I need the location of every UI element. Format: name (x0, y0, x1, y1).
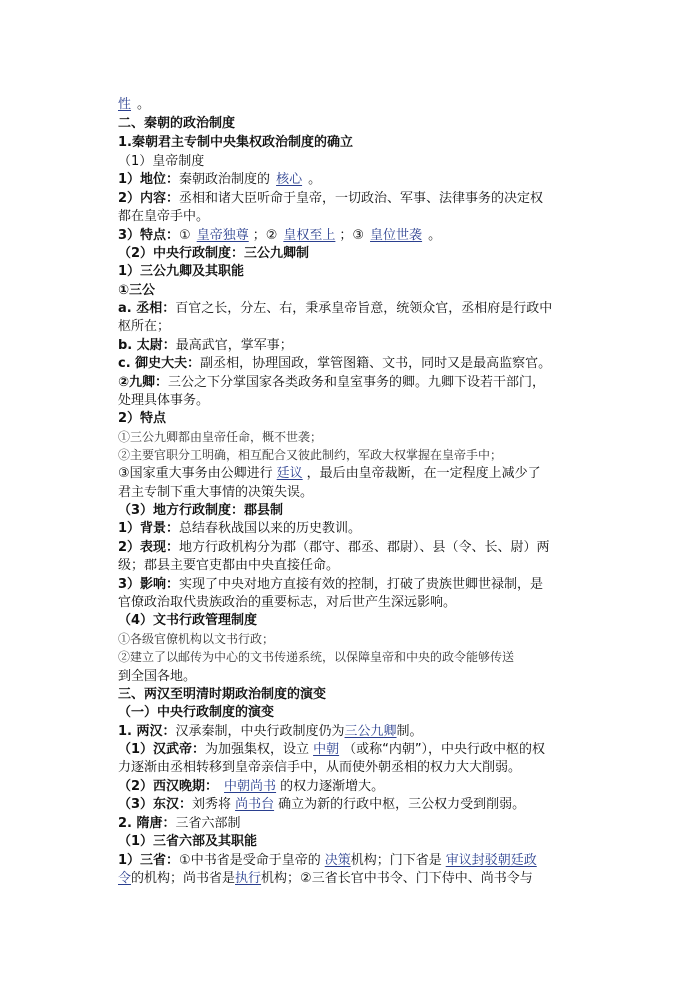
subtopic-heading: 1）三公九卿及其职能 (118, 264, 245, 279)
fill-blank: 令 (118, 871, 132, 886)
line-three-departments: 1）三省：①中书省是受命于皇帝的 决策机构；门下省是 审议封驳朝廷政 (118, 853, 537, 868)
line-impact: 3）影响：实现了中央对地方直接有效的控制，打破了贵族世卿世禄制，是 (118, 577, 544, 592)
fill-blank: 中朝 (313, 742, 340, 757)
subsection-heading: 1.秦朝君主专制中央集权政治制度的确立 (118, 135, 353, 150)
fill-blank: 皇权至上 (283, 228, 336, 243)
line-document-2: ②建立了以邮传为中心的文书传递系统，以保障皇帝和中央的政令能够传送 (118, 650, 515, 664)
line-features: 3）特点：① 皇帝独尊 ；② 皇权至上 ；③ 皇位世袭 。 (118, 228, 442, 243)
line-document-1: ①各级官僚机构以文书行政； (118, 632, 275, 646)
section-heading: 三、两汉至明清时期政治制度的演变 (118, 687, 327, 702)
fill-blank: 皇帝独尊 (196, 228, 249, 243)
line-1: 性 。 (118, 97, 151, 112)
line-jiuqing-cont: 处理具体事务。 (118, 393, 210, 408)
fill-blank: 中朝尚书 (224, 779, 277, 794)
line-manifestation-cont: 级；郡县主要官吏都由中央直接任命。 (118, 558, 340, 573)
line-yushi: c. 御史大夫：副丞相，协理国政，掌管图籍、文书，同时又是最高监察官。 (118, 356, 552, 371)
line-trait-1: ①三公九卿都由皇帝任命，概不世袭； (118, 430, 323, 444)
fill-blank: 审议封驳朝廷政 (445, 853, 537, 868)
line-late-western-han: （2）西汉晚期： 中朝尚书 的权力逐渐增大。 (118, 779, 385, 794)
subtopic-heading: ①三公 (118, 283, 156, 298)
line-han: 1. 两汉：汉承秦制，中央行政制度仍为三公九卿制。 (118, 724, 423, 739)
fill-blank: 核心 (276, 172, 303, 187)
topic-heading: （1）三省六部及其职能 (118, 834, 258, 849)
fill-blank: 决策 (324, 853, 351, 868)
line-chancellor: a. 丞相：百官之长，分左、右，秉承皇帝旨意，统领众官，丞相府是行政中 (118, 301, 553, 316)
topic-heading: （4）文书行政管理制度 (118, 613, 258, 628)
subsection-heading: （一）中央行政制度的演变 (118, 705, 275, 720)
topic-heading: （1）皇帝制度 (118, 154, 205, 169)
line-wudi: （1）汉武帝：为加强集权，设立 中朝 （或称“内朝”），中央行政中枢的权 (118, 742, 546, 757)
line-trait-3-cont: 君主专制下重大事情的决策失误。 (118, 485, 314, 500)
line-background: 1）背景：总结春秋战国以来的历史教训。 (118, 521, 362, 536)
line-impact-cont: 官僚政治取代贵族政治的重要标志，对后世产生深远影响。 (118, 595, 457, 610)
line-position: 1）地位：秦朝政治制度的 核心 。 (118, 172, 322, 187)
topic-heading: （3）地方行政制度：郡县制 (118, 503, 284, 518)
line-content-cont: 都在皇帝手中。 (118, 209, 210, 224)
section-heading: 二、秦朝的政治制度 (118, 116, 236, 131)
fill-blank: 尚书台 (235, 797, 275, 812)
line-manifestation: 2）表现：地方行政机构分为郡（郡守、郡丞、郡尉）、县（令、长、尉）两 (118, 540, 550, 555)
topic-heading: （2）中央行政制度：三公九卿制 (118, 246, 310, 261)
fill-blank: 执行 (235, 871, 262, 886)
fill-blank: 性 (118, 97, 132, 112)
line-wudi-cont: 力逐渐由丞相转移到皇帝亲信手中，从而使外朝丞相的权力大大削弱。 (118, 760, 522, 775)
line-chancellor-cont: 枢所在； (118, 319, 171, 334)
line-trait-3: ③国家重大事务由公卿进行 廷议 ，最后由皇帝裁断，在一定程度上减少了 (118, 466, 541, 481)
line-three-departments-cont: 令的机构；尚书省是执行机构；②三省长官中书令、门下侍中、尚书令与 (118, 871, 533, 886)
line-jiuqing: ②九卿：三公之下分掌国家各类政务和皇室事务的卿。九卿下设若干部门， (118, 375, 546, 390)
line-trait-2: ②主要官职分工明确，相互配合又彼此制约，军政大权掌握在皇帝手中； (118, 448, 503, 462)
line-eastern-han: （3）东汉：刘秀将 尚书台 确立为新的行政中枢，三公权力受到削弱。 (118, 797, 526, 812)
fill-blank: 三公九卿 (344, 724, 397, 739)
line-content: 2）内容：丞相和诸大臣听命于皇帝，一切政治、军事、法律事务的决定权 (118, 191, 544, 206)
subtopic-heading: 2）特点 (118, 411, 167, 426)
line-document-2-cont: 到全国各地。 (118, 669, 197, 684)
fill-blank: 皇位世袭 (370, 228, 423, 243)
line-taiwei: b. 太尉：最高武官，掌军事； (118, 338, 293, 353)
fill-blank: 廷议 (276, 466, 303, 481)
line-sui-tang: 2. 隋唐：三省六部制 (118, 816, 241, 831)
